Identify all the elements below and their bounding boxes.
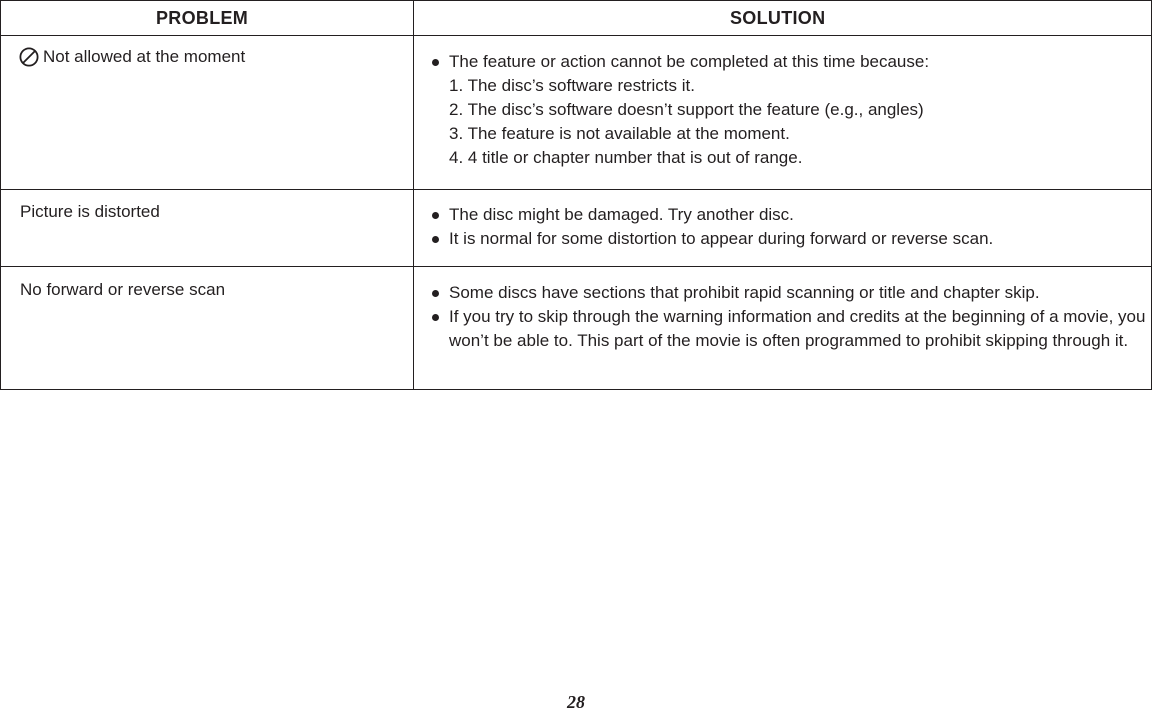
- solution-cell: [414, 267, 1151, 389]
- bullet-icon: [432, 59, 439, 66]
- solution-column-header: SOLUTION: [730, 7, 826, 28]
- bullet-icon: [432, 290, 439, 297]
- table-row: [0, 36, 1152, 190]
- problem-label: [1, 36, 413, 67]
- solution-cell: [414, 190, 1151, 266]
- solution-text: It is normal for some distortion to appear during forward or reverse scan.: [449, 229, 994, 248]
- solution-item: [432, 227, 1151, 251]
- problem-cell: [1, 36, 414, 189]
- reason-item: 2. The disc’s software doesn’t support the feature (e.g., angles): [449, 100, 924, 119]
- solution-item: [432, 281, 1151, 305]
- bullet-icon: [432, 314, 439, 321]
- problem-label: Picture is distorted: [20, 202, 160, 221]
- table-row: [0, 267, 1152, 390]
- solution-list: [414, 190, 1151, 251]
- solution-list: [414, 36, 1151, 170]
- reason-item: 3. The feature is not available at the moment.: [449, 124, 790, 143]
- problem-text: Not allowed at the moment: [43, 47, 246, 66]
- prohibit-icon: [19, 47, 39, 67]
- reason-list: [449, 74, 1151, 170]
- solution-text: If you try to skip through the warning information and credits at the beginning of a movie, you won’t be able to. This part of the movie is often programmed to prohibit skipping through it.: [449, 307, 1146, 350]
- solution-cell: [414, 36, 1151, 189]
- problem-label: No forward or reverse scan: [20, 280, 226, 299]
- solution-text: Some discs have sections that prohibit rapid scanning or title and chapter skip.: [449, 283, 1040, 302]
- bullet-icon: [432, 236, 439, 243]
- problem-column-header: PROBLEM: [1, 1, 414, 35]
- reason-item: 4. 4 title or chapter number that is out of range.: [449, 148, 803, 167]
- page-number: 28: [567, 692, 585, 712]
- solution-item: [432, 50, 1151, 170]
- solution-item: [432, 305, 1151, 353]
- solution-text: The feature or action cannot be completed at this time because:: [449, 52, 930, 71]
- problem-cell: [1, 267, 414, 389]
- problem-cell: [1, 190, 414, 266]
- reason-item: 1. The disc’s software restricts it.: [449, 76, 695, 95]
- table-row: [0, 190, 1152, 267]
- table-header-row: [0, 0, 1152, 36]
- bullet-icon: [432, 212, 439, 219]
- solution-list: [414, 267, 1151, 353]
- solution-text: The disc might be damaged. Try another disc.: [449, 205, 794, 224]
- solution-item: [432, 203, 1151, 227]
